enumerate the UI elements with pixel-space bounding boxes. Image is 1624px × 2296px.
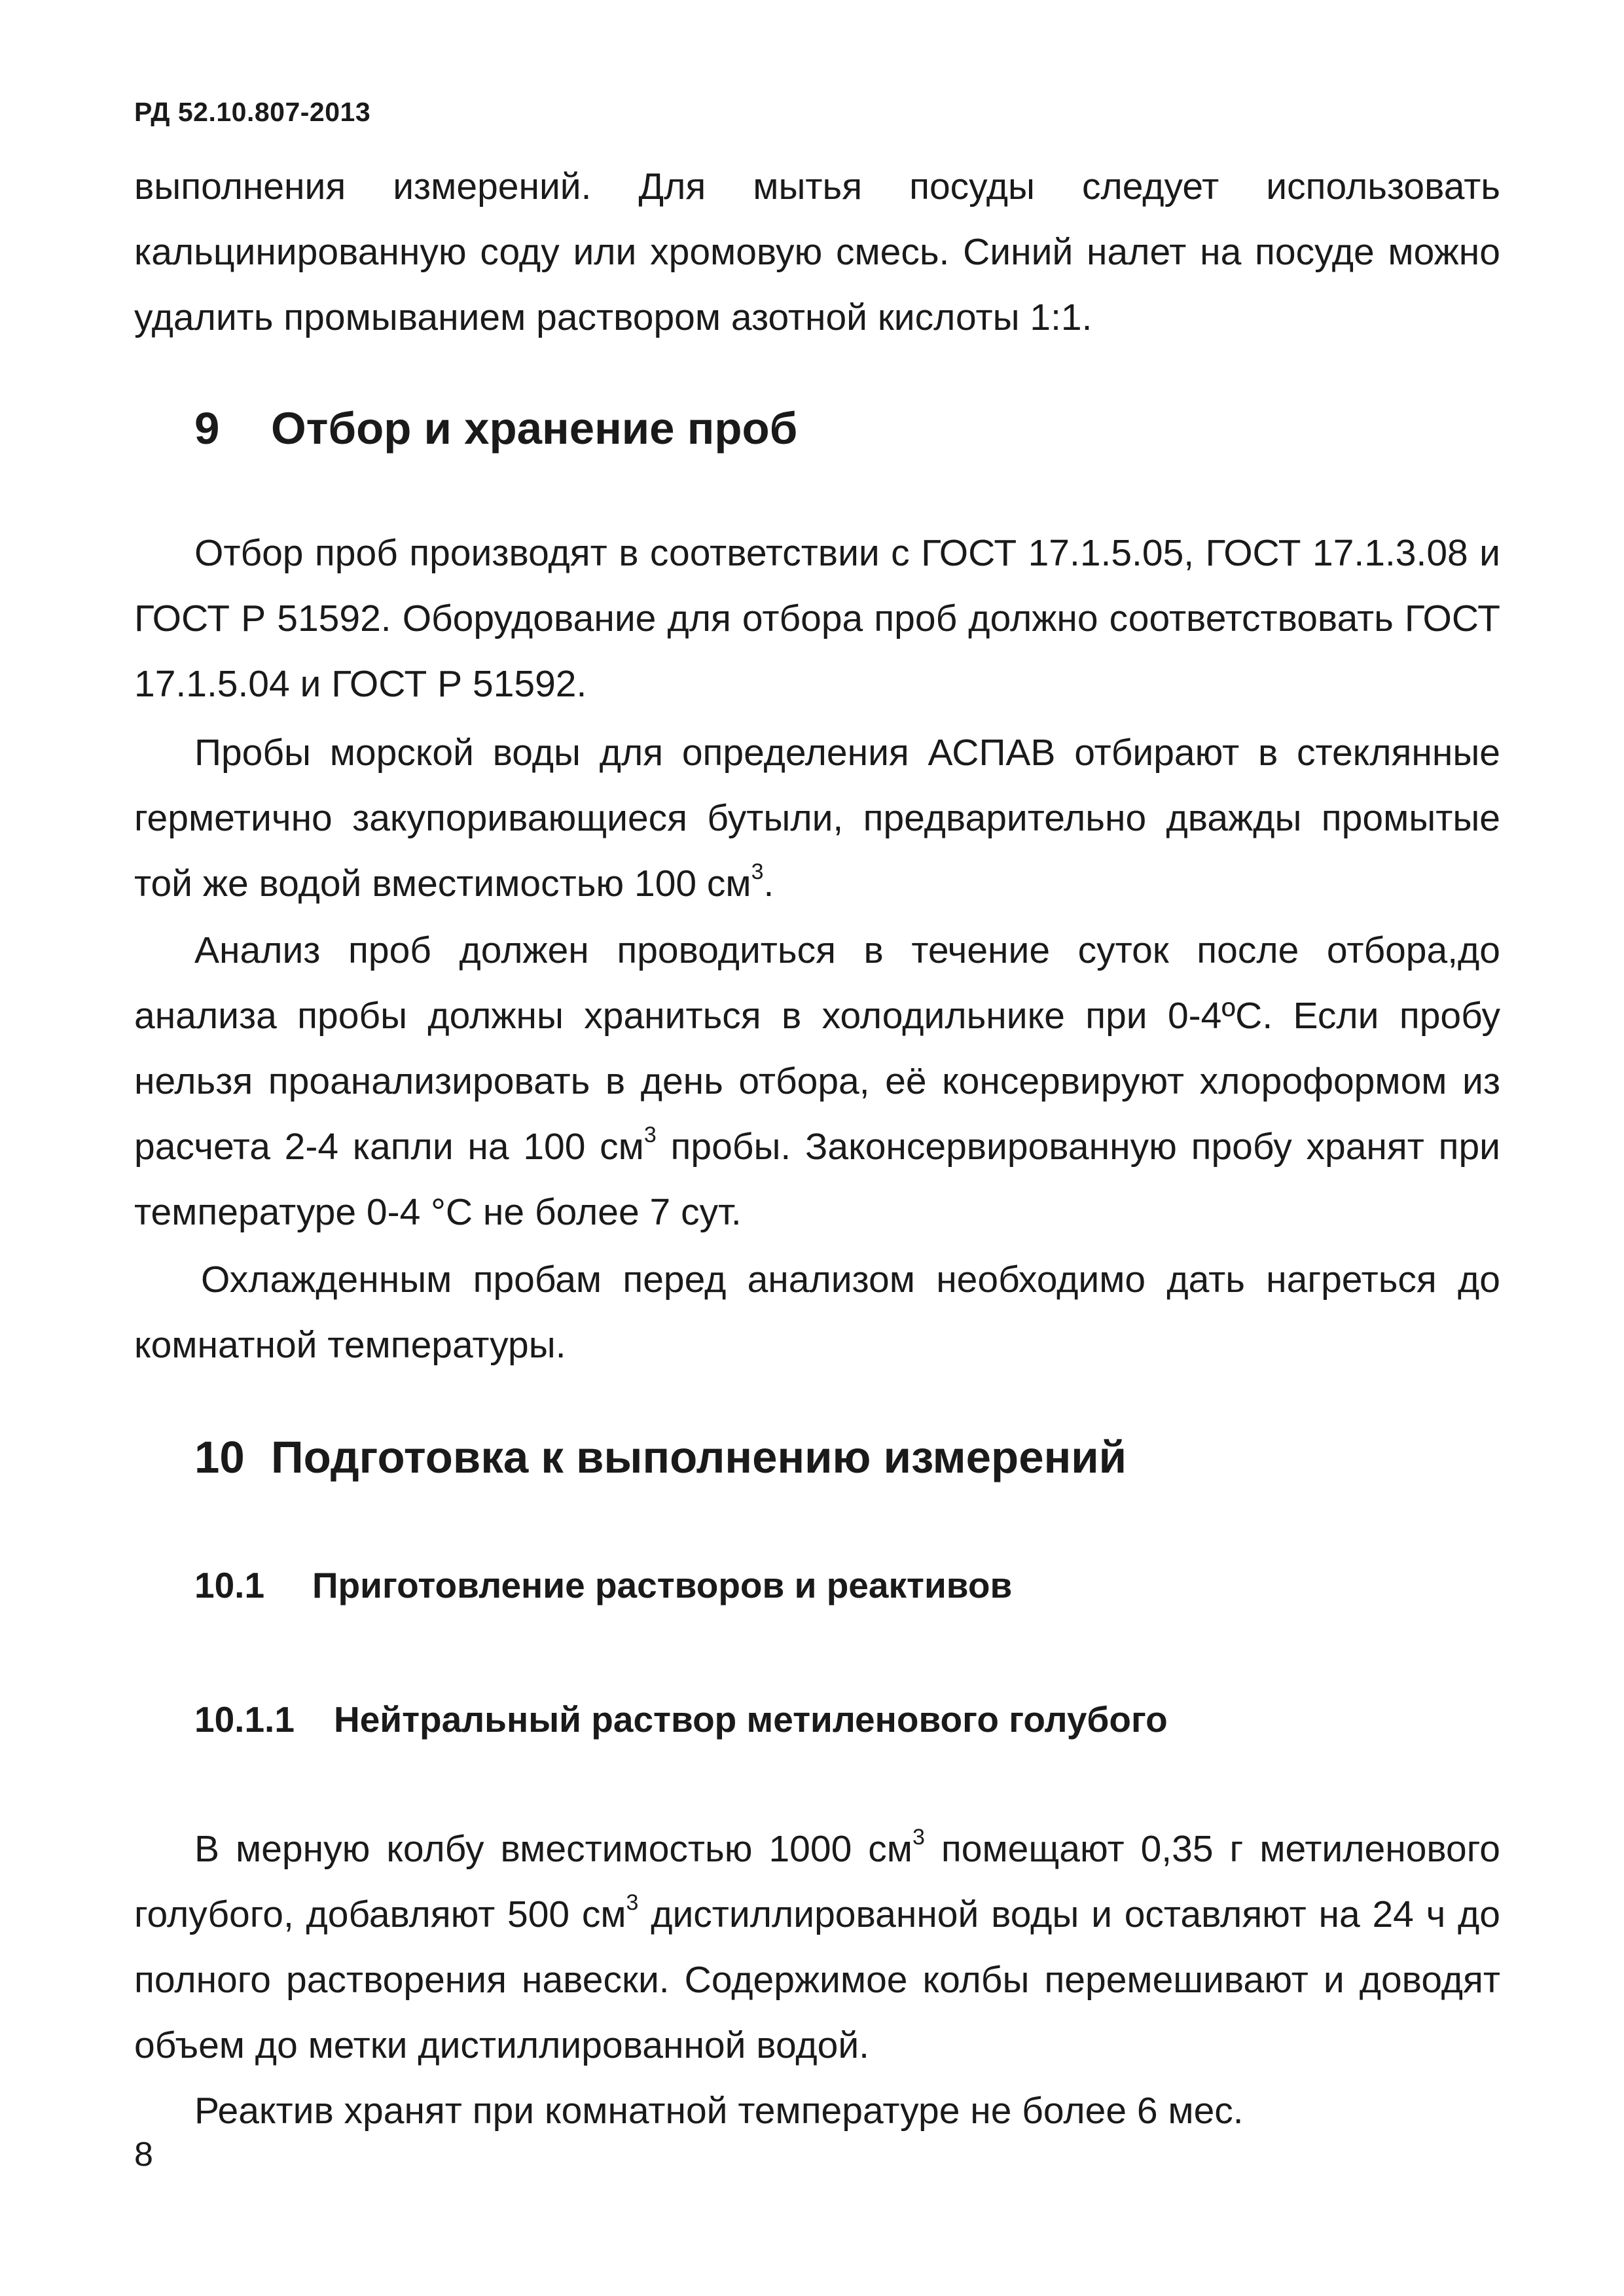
section-10-1-1-paragraph-2: Реактив хранят при комнатной температуре не более 6 мес. — [194, 2090, 1244, 2132]
intro-paragraph: выполнения измерений. Для мытья посуды следует использовать кальцинированную соду или хромовую смесь. Синий налет на посуде можно удалить промыванием раствором азотной кислоты 1:1. — [134, 166, 1500, 338]
section-9-heading — [194, 403, 797, 454]
section-9-paragraph-1: Отбор проб производят в соответствии с ГОСТ 17.1.5.05, ГОСТ 17.1.3.08 и ГОСТ Р 51592. Оборудование для отбора проб должно соответствовать ГОСТ 17.1.5.04 и ГОСТ Р 51592. — [134, 532, 1500, 705]
section-9-paragraph-3-text-b: пробы. Законсервированную пробу хранят при температуре 0-4 °С не более 7 сут. — [134, 1126, 1500, 1233]
superscript-cube: 3 — [643, 1122, 657, 1147]
section-10-1-1-paragraph-1 — [134, 1816, 1500, 2078]
section-10-1-1-number: 10.1.1 — [194, 1699, 295, 1740]
section-10-1-1-paragraph-1-text-a: В мерную колбу вместимостью 1000 см — [194, 1828, 912, 1870]
section-9-paragraph-2-end: . — [763, 863, 774, 905]
section-10-1-1-title: Нейтральный раствор метиленового голубого — [334, 1699, 1168, 1740]
section-9-paragraph-2 — [134, 720, 1500, 916]
superscript-cube: 3 — [751, 859, 764, 884]
section-9-title: Отбор и хранение проб — [271, 403, 798, 454]
section-9-paragraph-4: Охлажденным пробам перед анализом необходимо дать нагреться до комнатной температуры. — [134, 1259, 1500, 1366]
section-9-paragraph-3 — [134, 918, 1500, 1245]
section-10-1-heading — [194, 1564, 1012, 1606]
section-10-1-1-heading — [194, 1698, 1168, 1740]
section-10-1-1-paragraph-1-text-c: дистиллированной воды и оставляют на 24 ч до полного растворения навески. Содержимое колбы перемешивают и доводят объем до метки дистиллированной водой. — [134, 1893, 1500, 2066]
section-10-title: Подготовка к выполнению измерений — [271, 1432, 1127, 1482]
document-code-header: РД 52.10.807-2013 — [134, 97, 371, 127]
section-10-1-number: 10.1 — [194, 1565, 265, 1605]
section-10-1-title: Приготовление растворов и реактивов — [312, 1565, 1013, 1605]
section-9-paragraph-2-text: Пробы морской воды для определения АСПАВ отбирают в стеклянные герметично закупоривающиеся бутыли, предварительно дважды промытые той же водой вместимостью 100 см — [134, 732, 1500, 905]
section-9-paragraph-3-text-a: Анализ проб должен проводиться в течение суток после отбора,до анализа пробы должны храниться в холодильнике при 0-4ºС. Если пробу нельзя проанализировать в день отбора, её консервируют хлороформом из расчета 2-4 капли на 100 см — [134, 929, 1500, 1168]
section-10-1-1-paragraph-1-text-b: помещают 0,35 г метиленового голубого, добавляют 500 см — [134, 1828, 1500, 1935]
superscript-cube: 3 — [912, 1825, 925, 1850]
superscript-cube: 3 — [626, 1890, 639, 1915]
section-10-heading — [194, 1431, 1127, 1483]
page-number: 8 — [134, 2136, 153, 2174]
section-10-number: 10 — [194, 1432, 245, 1482]
section-9-number: 9 — [194, 403, 220, 454]
